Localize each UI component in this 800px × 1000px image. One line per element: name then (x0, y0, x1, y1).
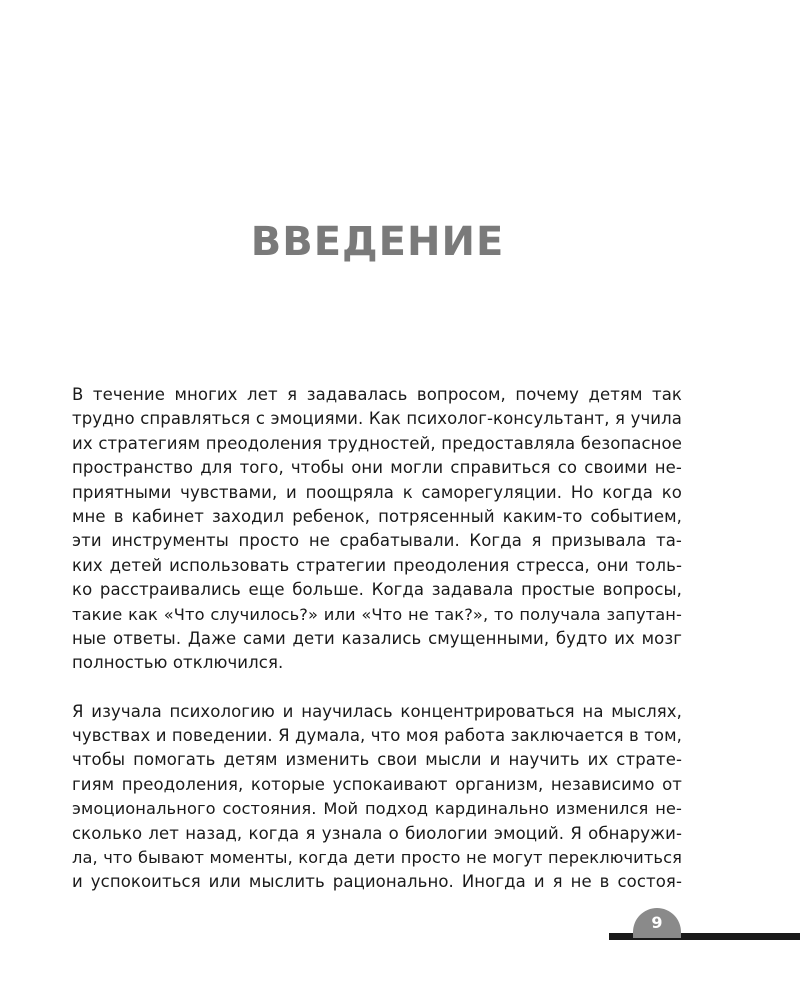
text-line: чувствах и поведении. Я думала, что моя работа заключается в том, (72, 726, 682, 746)
paragraph-gap (72, 676, 682, 700)
paragraph-2 (72, 700, 682, 895)
text-line: эти инструменты просто не срабатывали. Когда я призывала та- (72, 531, 682, 551)
text-line: приятными чувствами, и поощряла к саморегуляции. Но когда ко (72, 482, 682, 502)
text-line: полностью отключился. (72, 653, 284, 673)
text-line: ные ответы. Даже сами дети казались смущенными, будто их мозг (72, 628, 682, 648)
text-line: эмоционального состояния. Мой подход кардинально изменился не- (72, 799, 682, 819)
text-line: такие как «Что случилось?» или «Что не так?», то получала запутан- (72, 604, 682, 624)
text-line: ких детей использовать стратегии преодоления стресса, они толь- (72, 555, 682, 575)
text-line: сколько лет назад, когда я узнала о биологии эмоций. Я обнаружи- (72, 823, 682, 843)
text-line: гиям преодоления, которые успокаивают организм, независимо от (72, 774, 682, 794)
page-number-tab (633, 908, 681, 938)
text-line: мне в кабинет заходил ребенок, потрясенный каким-то событием, (72, 506, 682, 526)
text-line: чтобы помогать детям изменить свои мысли и научить их страте- (72, 750, 682, 770)
page-number: 9 (651, 913, 663, 932)
text-line: и успокоиться или мыслить рационально. Иногда и я не в состоя- (72, 872, 682, 892)
chapter-title: ВВЕДЕНИЕ (250, 219, 505, 265)
text-line: ко расстраивались еще больше. Когда задавала простые вопросы, (72, 580, 682, 600)
text-line: ла, что бывают моменты, когда дети просто не могут переключиться (72, 848, 682, 868)
text-line: их стратегиям преодоления трудностей, предоставляла безопасное (72, 433, 682, 453)
text-line: пространство для того, чтобы они могли справиться со своими не- (72, 458, 682, 478)
text-line: В течение многих лет я задавалась вопросом, почему детям так (72, 385, 682, 404)
text-line: Я изучала психологию и научилась концентрироваться на мыслях, (72, 701, 682, 721)
body-text (72, 383, 682, 895)
paragraph-1 (72, 383, 682, 676)
text-line: трудно справляться с эмоциями. Как психолог-консультант, я учила (72, 409, 682, 429)
